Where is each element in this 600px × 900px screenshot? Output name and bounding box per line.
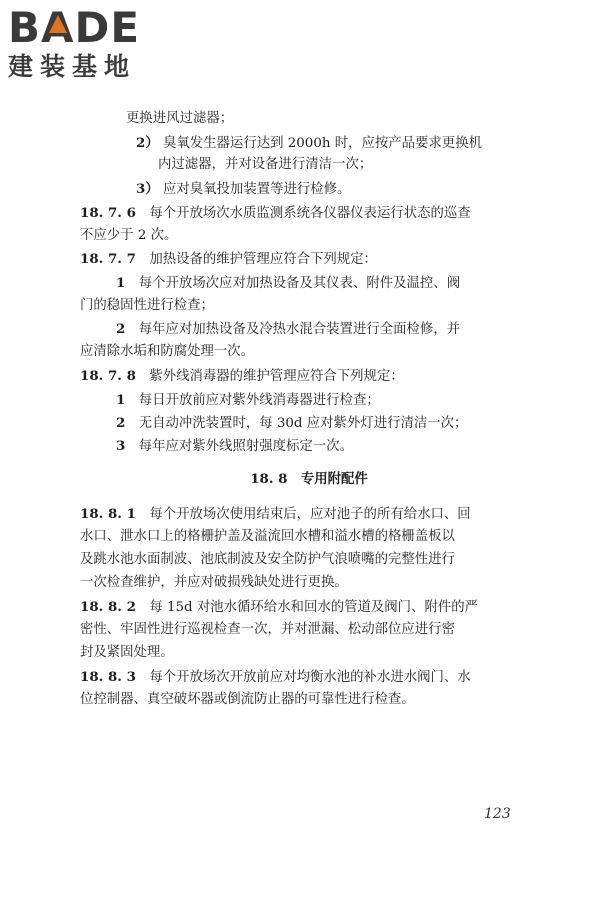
clause-18-7-6: 18. 7. 6 每个开放场次水质监测系统各仪器仪表运行状态的巡查	[80, 205, 471, 221]
list-item: 2） 臭氧发生器运行达到 2000h 时，应按产品要求更换机	[136, 135, 483, 151]
page-number: 123	[484, 806, 511, 822]
list-item: 3 每年应对紫外线照射强度标定一次。	[116, 438, 353, 454]
logo	[8, 3, 178, 82]
text-line: 密性、牢固性进行巡视检查一次，并对泄漏、松动部位应进行密	[80, 622, 455, 637]
clause-18-8-2: 18. 8. 2 每 15d 对池水循环给水和回水的管道及阀门、附件的严	[80, 599, 479, 615]
text-line: 内过滤器，并对设备进行清洁一次；	[158, 157, 373, 172]
text-line: 应清除水垢和防腐处理一次。	[80, 344, 255, 359]
clause-18-7-7: 18. 7. 7 加热设备的维护管理应符合下列规定：	[80, 251, 377, 267]
list-item: 3） 应对臭氧投加装置等进行检修。	[136, 181, 351, 197]
section-heading: 18. 8 专用附配件	[250, 471, 368, 487]
clause-18-7-8: 18. 7. 8 紫外线消毒器的维护管理应符合下列规定：	[80, 368, 404, 384]
clause-18-8-1: 18. 8. 1 每个开放场次使用结束后，应对池子的所有给水口、回	[80, 506, 471, 522]
text-line: 水口、泄水口上的格栅护盖及溢流回水槽和溢水槽的格栅盖板以	[80, 529, 455, 544]
text-line: 位控制器、真空破坏器或倒流防止器的可靠性进行检查。	[80, 692, 415, 707]
clause-18-8-3: 18. 8. 3 每个开放场次开放前应对均衡水池的补水进水阀门、水	[80, 669, 471, 685]
list-item: 2 每年应对加热设备及冷热水混合装置进行全面检修，并	[116, 321, 461, 337]
logo-a-triangle: A	[41, 3, 75, 52]
list-item: 2 无自动冲洗装置时，每 30d 应对紫外灯进行清洁一次；	[116, 415, 468, 431]
text-line: 及跳水池水面制波、池底制波及安全防护气浪喷嘴的完整性进行	[80, 552, 455, 567]
list-item: 1 每个开放场次应对加热设备及其仪表、附件及温控、阀	[116, 275, 461, 291]
text-line: 封及紧固处理。	[80, 645, 174, 660]
logo-subtitle: 建装基地	[8, 52, 137, 81]
list-item: 1 每日开放前应对紫外线消毒器进行检查；	[116, 392, 380, 408]
logo-wordmark: B A DE	[8, 3, 141, 52]
text-line: 更换进风过滤器；	[126, 111, 234, 126]
text-line: 一次检查维护，并应对破损残缺处进行更换。	[80, 575, 348, 590]
text-line: 门的稳固性进行检查；	[80, 298, 214, 313]
text-line: 不应少于 2 次。	[80, 228, 178, 243]
